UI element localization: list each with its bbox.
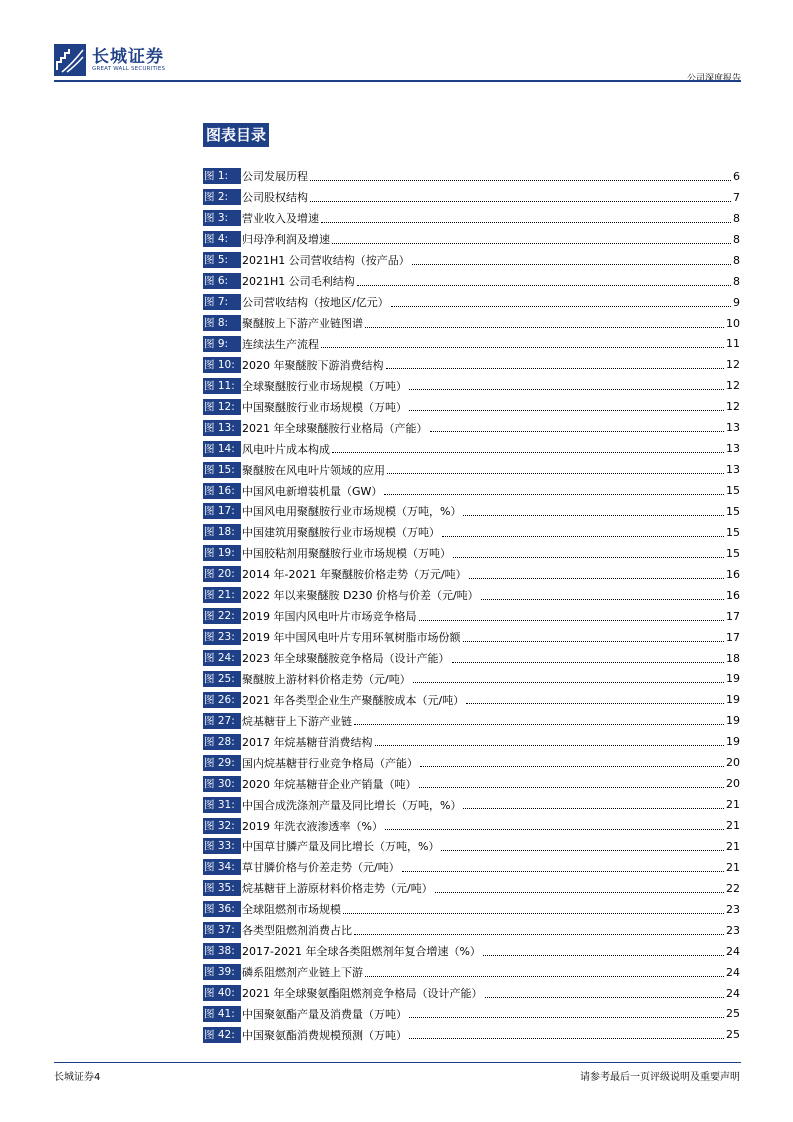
figure-title: 2021H1 公司毛利结构 bbox=[242, 275, 355, 289]
figure-title: 2019 年中国风电叶片专用环氧树脂市场份额 bbox=[242, 631, 461, 645]
toc-entry[interactable] bbox=[203, 710, 740, 731]
page-number: 12 bbox=[726, 358, 740, 372]
dot-leader bbox=[463, 515, 724, 516]
figure-title: 公司发展历程 bbox=[242, 170, 308, 184]
toc-entry[interactable] bbox=[203, 166, 740, 187]
toc-entry[interactable] bbox=[203, 501, 740, 522]
toc-entry[interactable] bbox=[203, 627, 740, 648]
page-number: 21 bbox=[726, 860, 740, 874]
toc-entry[interactable] bbox=[203, 941, 740, 962]
dot-leader bbox=[409, 389, 724, 390]
dot-leader bbox=[310, 201, 731, 202]
dot-leader bbox=[365, 976, 724, 977]
dot-leader bbox=[430, 431, 725, 432]
figure-number: 图 14: bbox=[203, 441, 241, 457]
toc-entry[interactable] bbox=[203, 752, 740, 773]
figure-number: 图 41: bbox=[203, 1006, 241, 1022]
figure-number: 图 2: bbox=[203, 189, 241, 205]
toc-entry[interactable] bbox=[203, 229, 740, 250]
figure-title: 草甘膦价格与价差走势（元/吨） bbox=[242, 861, 400, 875]
toc-entry[interactable] bbox=[203, 585, 740, 606]
figure-title: 2021 年各类型企业生产聚醚胺成本（元/吨） bbox=[242, 693, 465, 707]
dot-leader bbox=[442, 536, 724, 537]
toc-entry[interactable] bbox=[203, 250, 740, 271]
dot-leader bbox=[481, 599, 724, 600]
toc-entry[interactable] bbox=[203, 648, 740, 669]
footer-disclaimer: 请参考最后一页评级说明及重要声明 bbox=[580, 1072, 740, 1083]
page-number: 19 bbox=[726, 672, 740, 686]
page-number: 12 bbox=[726, 379, 740, 393]
dot-leader bbox=[385, 829, 724, 830]
figure-title: 2023 年全球聚醚胺竞争格局（设计产能） bbox=[242, 652, 450, 666]
dot-leader bbox=[332, 452, 724, 453]
figure-number: 图 15: bbox=[203, 462, 241, 478]
page-number: 8 bbox=[733, 232, 740, 246]
dot-leader bbox=[321, 347, 724, 348]
dot-leader bbox=[463, 641, 725, 642]
figure-title: 2020 年烷基糖苷企业产销量（吨） bbox=[242, 777, 417, 791]
dot-leader bbox=[343, 913, 724, 914]
toc-title: 图表目录 bbox=[203, 123, 269, 147]
dot-leader bbox=[321, 222, 731, 223]
toc-entry[interactable] bbox=[203, 417, 740, 438]
dot-leader bbox=[419, 620, 725, 621]
dot-leader bbox=[354, 724, 724, 725]
toc-entry[interactable] bbox=[203, 543, 740, 564]
page-number: 13 bbox=[726, 421, 740, 435]
page-number: 19 bbox=[726, 714, 740, 728]
dot-leader bbox=[365, 327, 724, 328]
toc-entry[interactable] bbox=[203, 962, 740, 983]
figure-title: 全球聚醚胺行业市场规模（万吨） bbox=[242, 379, 407, 393]
page-number: 15 bbox=[726, 546, 740, 560]
figure-title: 归母净利润及增速 bbox=[242, 233, 330, 247]
figure-title: 全球阻燃剂市场规模 bbox=[242, 903, 341, 917]
toc-entry[interactable] bbox=[203, 983, 740, 1004]
dot-leader bbox=[466, 703, 724, 704]
figure-title: 聚醚胺上游材料价格走势（元/吨） bbox=[242, 672, 411, 686]
toc-entry[interactable] bbox=[203, 857, 740, 878]
figure-title: 2019 年国内风电叶片市场竞争格局 bbox=[242, 610, 417, 624]
figure-number: 图 9: bbox=[203, 336, 241, 352]
dot-leader bbox=[485, 997, 725, 998]
figure-number: 图 24: bbox=[203, 650, 241, 666]
figure-number: 图 38: bbox=[203, 943, 241, 959]
toc-entry[interactable] bbox=[203, 606, 740, 627]
dot-leader bbox=[441, 850, 724, 851]
toc-entry[interactable] bbox=[203, 459, 740, 480]
page-number: 19 bbox=[726, 693, 740, 707]
page-number: 12 bbox=[726, 400, 740, 414]
dot-leader bbox=[357, 285, 731, 286]
figure-title: 烷基糖苷上下游产业链 bbox=[242, 714, 352, 728]
figure-title: 中国建筑用聚醚胺行业市场规模（万吨） bbox=[242, 526, 440, 540]
figure-number: 图 20: bbox=[203, 566, 241, 582]
page-number: 24 bbox=[726, 944, 740, 958]
toc-entry[interactable] bbox=[203, 794, 740, 815]
toc-entry[interactable] bbox=[203, 313, 740, 334]
dot-leader bbox=[387, 473, 724, 474]
figure-number: 图 32: bbox=[203, 818, 241, 834]
figure-number: 图 16: bbox=[203, 483, 241, 499]
figure-number: 图 10: bbox=[203, 357, 241, 373]
figure-title: 中国聚氨酯产量及消费量（万吨） bbox=[242, 1007, 407, 1021]
page-number: 23 bbox=[726, 902, 740, 916]
page-number: 21 bbox=[726, 798, 740, 812]
great-wall-logo-icon bbox=[54, 44, 86, 76]
page-number: 15 bbox=[726, 484, 740, 498]
figure-number: 图 29: bbox=[203, 755, 241, 771]
figure-number: 图 7: bbox=[203, 294, 241, 310]
dot-leader bbox=[409, 1038, 724, 1039]
page-number: 17 bbox=[726, 609, 740, 623]
page-number: 18 bbox=[726, 651, 740, 665]
footer-left: 长城证券4 bbox=[54, 1072, 101, 1083]
figure-title: 中国聚氨酯消费规模预测（万吨） bbox=[242, 1028, 407, 1042]
figure-title: 中国聚醚胺行业市场规模（万吨） bbox=[242, 400, 407, 414]
toc-entry[interactable] bbox=[203, 396, 740, 417]
dot-leader bbox=[375, 745, 725, 746]
page-number: 22 bbox=[726, 881, 740, 895]
dot-leader bbox=[310, 180, 731, 181]
figure-title: 2017-2021 年全球各类阻燃剂年复合增速（%） bbox=[242, 945, 481, 959]
page-number: 17 bbox=[726, 630, 740, 644]
dot-leader bbox=[413, 682, 724, 683]
figure-number: 图 11: bbox=[203, 378, 241, 394]
figure-number: 图 35: bbox=[203, 880, 241, 896]
page-number: 21 bbox=[726, 819, 740, 833]
figure-title: 2014 年-2021 年聚醚胺价格走势（万元/吨） bbox=[242, 568, 467, 582]
figure-title: 磷系阻燃剂产业链上下游 bbox=[242, 966, 363, 980]
figure-number: 图 37: bbox=[203, 922, 241, 938]
figure-number: 图 26: bbox=[203, 692, 241, 708]
figure-number: 图 17: bbox=[203, 503, 241, 519]
toc-entry[interactable] bbox=[203, 354, 740, 375]
toc-entry[interactable] bbox=[203, 334, 740, 355]
page-number: 16 bbox=[726, 567, 740, 581]
figure-title: 各类型阻燃剂消费占比 bbox=[242, 924, 352, 938]
dot-leader bbox=[419, 787, 725, 788]
page-number: 8 bbox=[733, 211, 740, 225]
figure-title: 2021 年全球聚氨酯阻燃剂竞争格局（设计产能） bbox=[242, 987, 483, 1001]
page-number: 9 bbox=[733, 295, 740, 309]
figure-number: 图 18: bbox=[203, 524, 241, 540]
dot-leader bbox=[483, 955, 724, 956]
figure-number: 图 8: bbox=[203, 315, 241, 331]
logo-name-en: GREAT WALL SECURITIES bbox=[92, 65, 166, 72]
dot-leader bbox=[420, 766, 724, 767]
toc-entry[interactable] bbox=[203, 1004, 740, 1025]
page-number: 23 bbox=[726, 923, 740, 937]
dot-leader bbox=[469, 578, 724, 579]
figure-title: 中国风电用聚醚胺行业市场规模（万吨，%） bbox=[242, 505, 462, 519]
toc-entry[interactable] bbox=[203, 920, 740, 941]
figure-title: 2021H1 公司营收结构（按产品） bbox=[242, 254, 410, 268]
figure-title: 中国合成洗涤剂产量及同比增长（万吨，%） bbox=[242, 798, 462, 812]
page-number: 11 bbox=[726, 337, 740, 351]
page-number: 15 bbox=[726, 504, 740, 518]
dot-leader bbox=[435, 892, 724, 893]
page-number: 7 bbox=[733, 190, 740, 204]
toc-entry[interactable] bbox=[203, 1024, 740, 1045]
page-number: 8 bbox=[733, 253, 740, 267]
page-number: 13 bbox=[726, 442, 740, 456]
toc-entry[interactable] bbox=[203, 878, 740, 899]
figure-list bbox=[203, 166, 740, 1045]
figure-title: 2021 年全球聚醚胺行业格局（产能） bbox=[242, 421, 428, 435]
figure-title: 聚醚胺上下游产业链图谱 bbox=[242, 317, 363, 331]
page-number: 20 bbox=[726, 756, 740, 770]
figure-number: 图 39: bbox=[203, 964, 241, 980]
page-number: 24 bbox=[726, 986, 740, 1000]
dot-leader bbox=[384, 494, 724, 495]
dot-leader bbox=[332, 243, 731, 244]
page-number: 24 bbox=[726, 965, 740, 979]
dot-leader bbox=[402, 871, 724, 872]
figure-number: 图 34: bbox=[203, 859, 241, 875]
dot-leader bbox=[391, 306, 731, 307]
logo-name-cn: 长城证券 bbox=[92, 46, 164, 67]
figure-title: 风电叶片成本构成 bbox=[242, 442, 330, 456]
toc-entry[interactable] bbox=[203, 899, 740, 920]
page-number: 21 bbox=[726, 839, 740, 853]
figure-number: 图 33: bbox=[203, 838, 241, 854]
page-number: 25 bbox=[726, 1007, 740, 1021]
report-type: 公司深度报告 bbox=[686, 74, 741, 84]
figure-number: 图 42: bbox=[203, 1027, 241, 1043]
figure-number: 图 27: bbox=[203, 713, 241, 729]
toc-entry[interactable] bbox=[203, 480, 740, 501]
page-number: 6 bbox=[733, 169, 740, 183]
toc-entry[interactable] bbox=[203, 187, 740, 208]
figure-number: 图 6: bbox=[203, 273, 241, 289]
toc-entry[interactable] bbox=[203, 208, 740, 229]
figure-title: 聚醚胺在风电叶片领域的应用 bbox=[242, 463, 385, 477]
figure-title: 中国草甘膦产量及同比增长（万吨，%） bbox=[242, 840, 440, 854]
figure-number: 图 3: bbox=[203, 210, 241, 226]
figure-title: 中国风电新增装机量（GW） bbox=[242, 484, 383, 498]
company-logo bbox=[54, 44, 165, 76]
dot-leader bbox=[452, 662, 725, 663]
figure-title: 公司股权结构 bbox=[242, 191, 308, 205]
logo-text bbox=[92, 48, 165, 73]
page-number: 19 bbox=[726, 735, 740, 749]
dot-leader bbox=[409, 1017, 724, 1018]
page-number: 8 bbox=[733, 274, 740, 288]
toc-entry[interactable] bbox=[203, 836, 740, 857]
toc-entry[interactable] bbox=[203, 669, 740, 690]
toc-entry[interactable] bbox=[203, 773, 740, 794]
page-number: 15 bbox=[726, 525, 740, 539]
dot-leader bbox=[386, 368, 725, 369]
page-number: 20 bbox=[726, 777, 740, 791]
figure-number: 图 36: bbox=[203, 901, 241, 917]
figure-number: 图 19: bbox=[203, 545, 241, 561]
figure-number: 图 1: bbox=[203, 168, 241, 184]
page-number: 25 bbox=[726, 1028, 740, 1042]
footer-divider bbox=[54, 1062, 741, 1063]
figure-number: 图 25: bbox=[203, 671, 241, 687]
toc-entry[interactable] bbox=[203, 375, 740, 396]
figure-number: 图 31: bbox=[203, 797, 241, 813]
figure-number: 图 5: bbox=[203, 252, 241, 268]
page-number: 10 bbox=[726, 316, 740, 330]
figure-title: 2019 年洗衣液渗透率（%） bbox=[242, 819, 383, 833]
figure-number: 图 40: bbox=[203, 985, 241, 1001]
figure-number: 图 22: bbox=[203, 608, 241, 624]
figure-number: 图 21: bbox=[203, 587, 241, 603]
figure-title: 2017 年烷基糖苷消费结构 bbox=[242, 735, 373, 749]
dot-leader bbox=[463, 808, 724, 809]
header-divider bbox=[54, 80, 741, 82]
toc-entry[interactable] bbox=[203, 731, 740, 752]
figure-title: 营业收入及增速 bbox=[242, 212, 319, 226]
toc-entry[interactable] bbox=[203, 689, 740, 710]
figure-number: 图 4: bbox=[203, 231, 241, 247]
toc-entry[interactable] bbox=[203, 564, 740, 585]
figure-number: 图 30: bbox=[203, 776, 241, 792]
dot-leader bbox=[453, 557, 724, 558]
figure-number: 图 13: bbox=[203, 420, 241, 436]
figure-title: 连续法生产流程 bbox=[242, 337, 319, 351]
toc-entry[interactable] bbox=[203, 271, 740, 292]
figure-number: 图 23: bbox=[203, 629, 241, 645]
page-number: 16 bbox=[726, 588, 740, 602]
figure-title: 2020 年聚醚胺下游消费结构 bbox=[242, 358, 384, 372]
figure-number: 图 12: bbox=[203, 399, 241, 415]
figure-number: 图 28: bbox=[203, 734, 241, 750]
toc-entry[interactable] bbox=[203, 292, 740, 313]
figure-title: 2022 年以来聚醚胺 D230 价格与价差（元/吨） bbox=[242, 589, 479, 603]
figure-title: 国内烷基糖苷行业竞争格局（产能） bbox=[242, 756, 418, 770]
dot-leader bbox=[354, 934, 724, 935]
toc-entry[interactable] bbox=[203, 522, 740, 543]
page-number: 13 bbox=[726, 463, 740, 477]
dot-leader bbox=[412, 264, 731, 265]
figure-title: 中国胶粘剂用聚醚胺行业市场规模（万吨） bbox=[242, 547, 451, 561]
toc-entry[interactable] bbox=[203, 438, 740, 459]
figure-title: 公司营收结构（按地区/亿元） bbox=[242, 296, 389, 310]
figure-title: 烷基糖苷上游原材料价格走势（元/吨） bbox=[242, 882, 433, 896]
dot-leader bbox=[409, 410, 724, 411]
toc-entry[interactable] bbox=[203, 815, 740, 836]
